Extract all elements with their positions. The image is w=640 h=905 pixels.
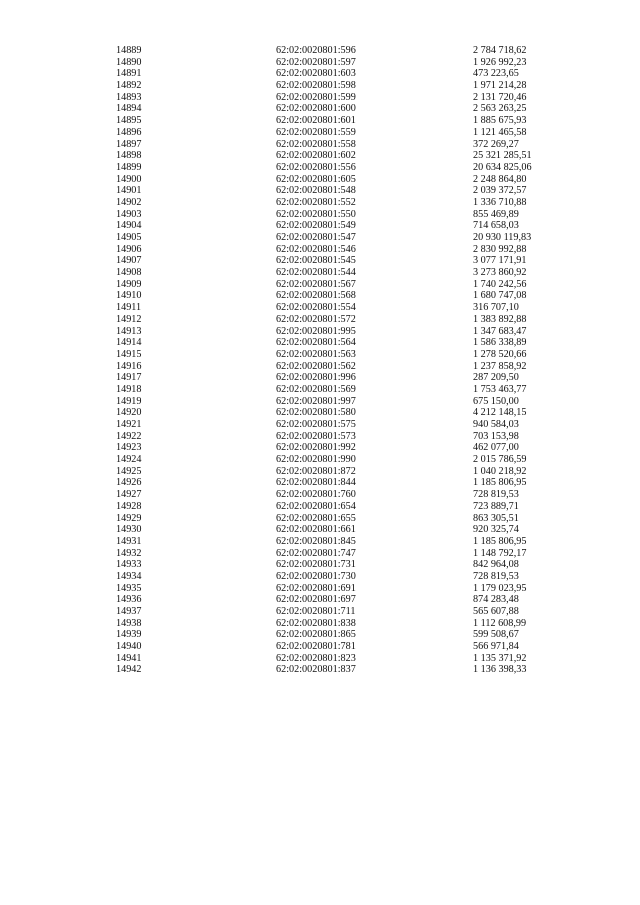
cadastral-number: 62:02:0020801:546 <box>276 243 356 255</box>
table-row <box>0 641 640 653</box>
table-row <box>0 337 640 349</box>
value-amount: 1 237 858,92 <box>473 360 527 372</box>
cadastral-number: 62:02:0020801:558 <box>276 138 356 150</box>
value-amount: 565 607,88 <box>473 606 519 617</box>
cadastral-number: 62:02:0020801:992 <box>276 442 356 454</box>
table-row <box>0 139 640 151</box>
row-number: 14903 <box>116 208 142 220</box>
value-amount: 3 273 860,92 <box>473 267 527 279</box>
cadastral-number: 62:02:0020801:547 <box>276 232 356 243</box>
value-amount: 1 179 023,95 <box>473 582 527 594</box>
row-number: 14910 <box>116 290 142 302</box>
cadastral-number: 62:02:0020801:845 <box>276 535 356 547</box>
table-row <box>0 396 640 408</box>
value-amount: 1 112 608,99 <box>473 617 527 629</box>
cadastral-number: 62:02:0020801:545 <box>276 255 356 267</box>
value-amount: 863 305,51 <box>473 512 519 524</box>
value-amount: 462 077,00 <box>473 442 519 454</box>
value-amount: 728 819,53 <box>473 489 519 501</box>
row-number: 14913 <box>116 325 142 337</box>
row-number: 14932 <box>116 547 142 559</box>
value-amount: 372 269,27 <box>473 138 519 150</box>
row-number: 14934 <box>116 570 142 582</box>
cadastral-number: 62:02:0020801:559 <box>276 126 356 138</box>
table-row <box>0 664 640 676</box>
value-amount: 855 469,89 <box>473 208 519 220</box>
table-row <box>0 279 640 291</box>
table-row <box>0 571 640 583</box>
value-amount: 874 283,48 <box>473 594 519 606</box>
value-amount: 1 136 398,33 <box>473 664 527 676</box>
data-table <box>0 45 640 676</box>
row-number: 14902 <box>116 196 142 208</box>
table-row <box>0 653 640 665</box>
table-row <box>0 372 640 384</box>
cadastral-number: 62:02:0020801:837 <box>276 664 356 676</box>
cadastral-number: 62:02:0020801:995 <box>276 325 356 337</box>
cadastral-number: 62:02:0020801:569 <box>276 383 356 395</box>
table-row <box>0 326 640 338</box>
table-row <box>0 524 640 536</box>
value-amount: 1 148 792,17 <box>473 547 527 559</box>
value-amount: 20 930 119,83 <box>473 232 532 243</box>
table-row <box>0 232 640 244</box>
row-number: 14914 <box>116 337 142 349</box>
table-row <box>0 442 640 454</box>
value-amount: 2 131 720,46 <box>473 91 527 103</box>
table-row <box>0 454 640 466</box>
value-amount: 675 150,00 <box>473 395 519 407</box>
cadastral-number: 62:02:0020801:731 <box>276 559 356 571</box>
table-row <box>0 92 640 104</box>
row-number: 14925 <box>116 465 142 477</box>
cadastral-number: 62:02:0020801:597 <box>276 56 356 68</box>
value-amount: 1 336 710,88 <box>473 196 527 208</box>
row-number: 14901 <box>116 185 142 197</box>
row-number: 14937 <box>116 606 142 617</box>
table-row <box>0 209 640 221</box>
row-number: 14921 <box>116 419 142 430</box>
cadastral-number: 62:02:0020801:997 <box>276 395 356 407</box>
row-number: 14891 <box>116 68 142 80</box>
cadastral-number: 62:02:0020801:838 <box>276 617 356 629</box>
value-amount: 842 964,08 <box>473 559 519 571</box>
row-number: 14930 <box>116 524 142 536</box>
value-amount: 1 586 338,89 <box>473 337 527 349</box>
cadastral-number: 62:02:0020801:990 <box>276 454 356 466</box>
table-row <box>0 513 640 525</box>
cadastral-number: 62:02:0020801:580 <box>276 407 356 419</box>
value-amount: 3 077 171,91 <box>473 255 527 267</box>
cadastral-number: 62:02:0020801:760 <box>276 489 356 501</box>
table-row <box>0 501 640 513</box>
row-number: 14922 <box>116 430 142 442</box>
row-number: 14941 <box>116 652 142 664</box>
cadastral-number: 62:02:0020801:730 <box>276 570 356 582</box>
table-row <box>0 174 640 186</box>
row-number: 14916 <box>116 360 142 372</box>
table-row <box>0 629 640 641</box>
row-number: 14933 <box>116 559 142 571</box>
table-row <box>0 290 640 302</box>
table-row <box>0 80 640 92</box>
value-amount: 287 209,50 <box>473 372 519 384</box>
table-row <box>0 162 640 174</box>
value-amount: 1 185 806,95 <box>473 535 527 547</box>
table-row <box>0 361 640 373</box>
value-amount: 2 248 864,80 <box>473 173 527 185</box>
row-number: 14890 <box>116 56 142 68</box>
table-row <box>0 618 640 630</box>
cadastral-number: 62:02:0020801:563 <box>276 348 356 360</box>
row-number: 14931 <box>116 535 142 547</box>
row-number: 14938 <box>116 617 142 629</box>
cadastral-number: 62:02:0020801:711 <box>276 606 356 617</box>
cadastral-number: 62:02:0020801:747 <box>276 547 356 559</box>
row-number: 14906 <box>116 243 142 255</box>
cadastral-number: 62:02:0020801:568 <box>276 290 356 302</box>
table-row <box>0 68 640 80</box>
cadastral-number: 62:02:0020801:554 <box>276 302 356 314</box>
row-number: 14895 <box>116 115 142 127</box>
value-amount: 473 223,65 <box>473 68 519 80</box>
table-row <box>0 267 640 279</box>
cadastral-number: 62:02:0020801:602 <box>276 150 356 162</box>
value-amount: 728 819,53 <box>473 570 519 582</box>
value-amount: 1 753 463,77 <box>473 383 527 395</box>
cadastral-number: 62:02:0020801:564 <box>276 337 356 349</box>
cadastral-number: 62:02:0020801:544 <box>276 267 356 279</box>
row-number: 14919 <box>116 395 142 407</box>
cadastral-number: 62:02:0020801:550 <box>276 208 356 220</box>
value-amount: 1 135 371,92 <box>473 652 527 664</box>
row-number: 14896 <box>116 126 142 138</box>
row-number: 14928 <box>116 500 142 512</box>
row-number: 14898 <box>116 150 142 162</box>
table-row <box>0 407 640 419</box>
value-amount: 920 325,74 <box>473 524 519 536</box>
row-number: 14926 <box>116 477 142 489</box>
value-amount: 1 885 675,93 <box>473 115 527 127</box>
cadastral-number: 62:02:0020801:599 <box>276 91 356 103</box>
value-amount: 1 121 465,58 <box>473 126 527 138</box>
value-amount: 714 658,03 <box>473 220 519 232</box>
value-amount: 2 015 786,59 <box>473 454 527 466</box>
row-number: 14897 <box>116 138 142 150</box>
row-number: 14920 <box>116 407 142 419</box>
value-amount: 2 830 992,88 <box>473 243 527 255</box>
table-row <box>0 559 640 571</box>
cadastral-number: 62:02:0020801:865 <box>276 629 356 641</box>
row-number: 14911 <box>116 302 142 314</box>
cadastral-number: 62:02:0020801:556 <box>276 161 356 173</box>
value-amount: 566 971,84 <box>473 641 519 653</box>
value-amount: 1 680 747,08 <box>473 290 527 302</box>
cadastral-number: 62:02:0020801:598 <box>276 80 356 92</box>
cadastral-number: 62:02:0020801:605 <box>276 173 356 185</box>
table-row <box>0 302 640 314</box>
value-amount: 316 707,10 <box>473 302 519 314</box>
cadastral-number: 62:02:0020801:572 <box>276 313 356 325</box>
cadastral-number: 62:02:0020801:872 <box>276 465 356 477</box>
value-amount: 1 971 214,28 <box>473 80 527 92</box>
cadastral-number: 62:02:0020801:691 <box>276 582 356 594</box>
table-row <box>0 103 640 115</box>
row-number: 14893 <box>116 91 142 103</box>
value-amount: 1 040 218,92 <box>473 465 527 477</box>
row-number: 14939 <box>116 629 142 641</box>
cadastral-number: 62:02:0020801:996 <box>276 372 356 384</box>
row-number: 14935 <box>116 582 142 594</box>
cadastral-number: 62:02:0020801:661 <box>276 524 356 536</box>
row-number: 14917 <box>116 372 142 384</box>
value-amount: 2 563 263,25 <box>473 103 527 115</box>
cadastral-number: 62:02:0020801:567 <box>276 278 356 290</box>
row-number: 14907 <box>116 255 142 267</box>
table-row <box>0 220 640 232</box>
cadastral-number: 62:02:0020801:549 <box>276 220 356 232</box>
table-row <box>0 384 640 396</box>
row-number: 14940 <box>116 641 142 653</box>
row-number: 14915 <box>116 348 142 360</box>
row-number: 14900 <box>116 173 142 185</box>
row-number: 14892 <box>116 80 142 92</box>
value-amount: 20 634 825,06 <box>473 161 532 173</box>
table-row <box>0 185 640 197</box>
value-amount: 599 508,67 <box>473 629 519 641</box>
cadastral-number: 62:02:0020801:552 <box>276 196 356 208</box>
table-row <box>0 314 640 326</box>
value-amount: 2 784 718,62 <box>473 45 527 56</box>
table-row <box>0 150 640 162</box>
row-number: 14918 <box>116 383 142 395</box>
table-row <box>0 606 640 618</box>
cadastral-number: 62:02:0020801:823 <box>276 652 356 664</box>
cadastral-number: 62:02:0020801:601 <box>276 115 356 127</box>
cadastral-number: 62:02:0020801:654 <box>276 500 356 512</box>
value-amount: 940 584,03 <box>473 419 519 430</box>
row-number: 14894 <box>116 103 142 115</box>
table-row <box>0 548 640 560</box>
value-amount: 1 383 892,88 <box>473 313 527 325</box>
table-row <box>0 477 640 489</box>
row-number: 14909 <box>116 278 142 290</box>
table-row <box>0 431 640 443</box>
cadastral-number: 62:02:0020801:603 <box>276 68 356 80</box>
cadastral-number: 62:02:0020801:600 <box>276 103 356 115</box>
table-row <box>0 127 640 139</box>
row-number: 14899 <box>116 161 142 173</box>
row-number: 14904 <box>116 220 142 232</box>
table-row <box>0 489 640 501</box>
cadastral-number: 62:02:0020801:655 <box>276 512 356 524</box>
cadastral-number: 62:02:0020801:548 <box>276 185 356 197</box>
table-row <box>0 349 640 361</box>
row-number: 14929 <box>116 512 142 524</box>
table-row <box>0 197 640 209</box>
table-row <box>0 419 640 431</box>
row-number: 14905 <box>116 232 142 243</box>
row-number: 14908 <box>116 267 142 279</box>
cadastral-number: 62:02:0020801:596 <box>276 45 356 56</box>
table-row <box>0 45 640 57</box>
cadastral-number: 62:02:0020801:781 <box>276 641 356 653</box>
cadastral-number: 62:02:0020801:573 <box>276 430 356 442</box>
table-row <box>0 583 640 595</box>
table-row <box>0 536 640 548</box>
cadastral-number: 62:02:0020801:562 <box>276 360 356 372</box>
value-amount: 1 740 242,56 <box>473 278 527 290</box>
row-number: 14889 <box>116 45 142 56</box>
table-row <box>0 594 640 606</box>
row-number: 14936 <box>116 594 142 606</box>
cadastral-number: 62:02:0020801:575 <box>276 419 356 430</box>
cadastral-number: 62:02:0020801:844 <box>276 477 356 489</box>
row-number: 14927 <box>116 489 142 501</box>
value-amount: 1 926 992,23 <box>473 56 527 68</box>
value-amount: 723 889,71 <box>473 500 519 512</box>
value-amount: 1 278 520,66 <box>473 348 527 360</box>
value-amount: 1 185 806,95 <box>473 477 527 489</box>
cadastral-number: 62:02:0020801:697 <box>276 594 356 606</box>
row-number: 14924 <box>116 454 142 466</box>
value-amount: 1 347 683,47 <box>473 325 527 337</box>
table-row <box>0 244 640 256</box>
value-amount: 25 321 285,51 <box>473 150 532 162</box>
value-amount: 4 212 148,15 <box>473 407 527 419</box>
table-row <box>0 466 640 478</box>
table-row <box>0 57 640 69</box>
row-number: 14912 <box>116 313 142 325</box>
table-row <box>0 115 640 127</box>
value-amount: 703 153,98 <box>473 430 519 442</box>
row-number: 14923 <box>116 442 142 454</box>
row-number: 14942 <box>116 664 142 676</box>
table-row <box>0 255 640 267</box>
value-amount: 2 039 372,57 <box>473 185 527 197</box>
